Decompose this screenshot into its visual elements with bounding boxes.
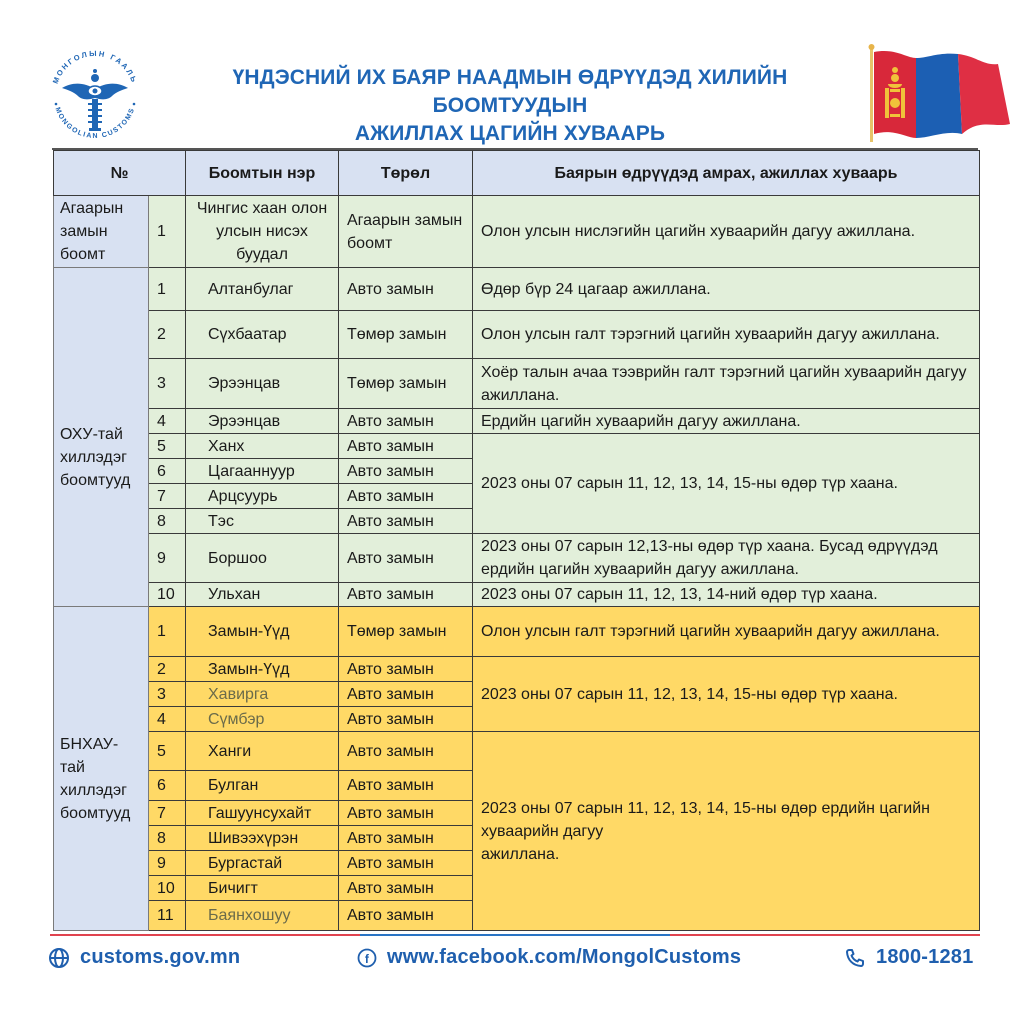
- column-header-port-name: Боомтын нэр: [186, 151, 339, 196]
- table-row: [54, 607, 980, 657]
- group-air-port: Агаарын замын боомт: [54, 196, 149, 268]
- table-row: [54, 409, 980, 434]
- table-row: [54, 311, 980, 359]
- port-name: Боршоо: [186, 534, 339, 583]
- port-type: Авто замын: [339, 268, 473, 311]
- port-name: Шивээхүрэн: [186, 826, 339, 851]
- schedule-text: 2023 оны 07 сарын 11, 12, 13, 14-ний өдөр түр хаана.: [473, 583, 980, 607]
- port-name: Тэс: [186, 509, 339, 534]
- port-name: Ульхан: [186, 583, 339, 607]
- group-russia-ports: ОХУ-тай хиллэдэг боомтууд: [54, 268, 149, 607]
- port-type: Төмөр замын: [339, 607, 473, 657]
- row-number: 9: [149, 851, 186, 876]
- website-text[interactable]: customs.gov.mn: [80, 946, 241, 968]
- port-name: Сүхбаатар: [186, 311, 339, 359]
- schedule-text: Олон улсын галт тэрэгний цагийн хуваарийн дагуу ажиллана.: [473, 311, 980, 359]
- column-header-schedule: Баярын өдрүүдэд амрах, ажиллах хуваарь: [473, 151, 980, 196]
- port-name: Эрээнцав: [186, 409, 339, 434]
- table-row: [54, 657, 980, 682]
- schedule-text: 2023 оны 07 сарын 11, 12, 13, 14, 15-ны өдөр түр хаана.: [473, 434, 980, 534]
- port-name: Бичигт: [186, 876, 339, 901]
- table-row: [54, 434, 980, 459]
- phone-icon: [844, 947, 866, 969]
- row-number: 2: [149, 657, 186, 682]
- row-number: 11: [149, 901, 186, 931]
- port-name: Гашуунсухайт: [186, 801, 339, 826]
- port-type: Авто замын: [339, 484, 473, 509]
- port-type: Авто замын: [339, 732, 473, 771]
- schedule-text: Хоёр талын ачаа тээврийн галт тэрэгний цагийн хуваарийн дагуу ажиллана.: [473, 359, 980, 409]
- page-title: [160, 64, 860, 148]
- port-type: Авто замын: [339, 707, 473, 732]
- schedule-text-line: 2023 оны 07 сарын 11, 12, 13, 14, 15-ны өдөр ердийн цагийн хуваарийн дагуу: [481, 799, 931, 840]
- row-number: 3: [149, 359, 186, 409]
- port-type: Авто замын: [339, 534, 473, 583]
- globe-icon: [48, 947, 70, 969]
- column-header-type: Төрөл: [339, 151, 473, 196]
- port-type: Авто замын: [339, 409, 473, 434]
- mongolian-flag-image: [866, 42, 1016, 146]
- port-type: Авто замын: [339, 901, 473, 931]
- port-type: Авто замын: [339, 459, 473, 484]
- port-type: Авто замын: [339, 801, 473, 826]
- table-row: [54, 359, 980, 409]
- group-china-ports: БНХАУ-тай хиллэдэг боомтууд: [54, 607, 149, 931]
- row-number: 5: [149, 732, 186, 771]
- schedule-text: Өдөр бүр 24 цагаар ажиллана.: [473, 268, 980, 311]
- row-number: 1: [149, 607, 186, 657]
- facebook-text[interactable]: www.facebook.com/MongolCustoms: [387, 946, 742, 968]
- port-type: Авто замын: [339, 682, 473, 707]
- port-name: Хавирга: [186, 682, 339, 707]
- website-link[interactable]: [48, 946, 240, 969]
- row-number: 1: [149, 196, 186, 268]
- port-name: Чингис хаан олон улсын нисэх буудал: [186, 196, 339, 268]
- table-row: [54, 268, 980, 311]
- schedule-text: Олон улсын нислэгийн цагийн хуваарийн дагуу ажиллана.: [473, 196, 980, 268]
- title-line-1: ҮНДЭСНИЙ ИХ БАЯР НААДМЫН ӨДРҮҮДЭД ХИЛИЙН БООМТУУДЫН: [232, 66, 788, 117]
- port-type: Авто замын: [339, 851, 473, 876]
- schedule-text: 2023 оны 07 сарын 12,13-ны өдөр түр хаана. Бусад өдрүүдэд ердийн цагийн хуваарийн дагуу ажиллана.: [473, 534, 980, 583]
- port-name: Арцсуурь: [186, 484, 339, 509]
- port-name: Замын-Үүд: [186, 657, 339, 682]
- row-number: 8: [149, 509, 186, 534]
- port-name: Баянхошуу: [186, 901, 339, 931]
- port-type: Авто замын: [339, 826, 473, 851]
- port-type: Агаарын замын боомт: [339, 196, 473, 268]
- row-number: 9: [149, 534, 186, 583]
- row-number: 5: [149, 434, 186, 459]
- table-header-row: [54, 151, 980, 196]
- logo-text-top: МОНГОЛЫН ГААЛЬ: [50, 48, 140, 86]
- schedule-text: 2023 оны 07 сарын 11, 12, 13, 14, 15-ны өдөр түр хаана.: [473, 657, 980, 732]
- schedule-text-line: ажиллана.: [481, 845, 560, 863]
- table-row: [54, 196, 980, 268]
- row-number: 7: [149, 484, 186, 509]
- row-number: 7: [149, 801, 186, 826]
- facebook-icon: [357, 948, 377, 968]
- svg-text:f: f: [364, 951, 370, 966]
- table-row: [54, 732, 980, 771]
- port-type: Авто замын: [339, 771, 473, 801]
- row-number: 1: [149, 268, 186, 311]
- port-type: Авто замын: [339, 434, 473, 459]
- port-name: Ханх: [186, 434, 339, 459]
- row-number: 4: [149, 409, 186, 434]
- port-type: Төмөр замын: [339, 311, 473, 359]
- schedule-text: Олон улсын галт тэрэгний цагийн хуваарийн дагуу ажиллана.: [473, 607, 980, 657]
- row-number: 2: [149, 311, 186, 359]
- schedule-text: [473, 732, 980, 931]
- port-name: Булган: [186, 771, 339, 801]
- port-type: Авто замын: [339, 583, 473, 607]
- facebook-link[interactable]: [357, 946, 741, 969]
- footer-divider-red: [670, 934, 980, 936]
- port-name: Алтанбулаг: [186, 268, 339, 311]
- schedule-text: Ердийн цагийн хуваарийн дагуу ажиллана.: [473, 409, 980, 434]
- footer-divider-blue: [360, 934, 670, 936]
- row-number: 10: [149, 876, 186, 901]
- row-number: 8: [149, 826, 186, 851]
- port-name: Ханги: [186, 732, 339, 771]
- port-type: Төмөр замын: [339, 359, 473, 409]
- port-type: Авто замын: [339, 657, 473, 682]
- port-name: Цагааннуур: [186, 459, 339, 484]
- table-row: [54, 583, 980, 607]
- port-type: Авто замын: [339, 876, 473, 901]
- phone-link[interactable]: [844, 946, 973, 969]
- port-name: Замын-Үүд: [186, 607, 339, 657]
- port-name: Бургастай: [186, 851, 339, 876]
- mongolian-customs-logo: [44, 44, 146, 146]
- row-number: 4: [149, 707, 186, 732]
- row-number: 3: [149, 682, 186, 707]
- footer-divider-red: [50, 934, 360, 936]
- port-name: Эрээнцав: [186, 359, 339, 409]
- title-line-2: АЖИЛЛАХ ЦАГИЙН ХУВААРЬ: [354, 122, 666, 145]
- row-number: 6: [149, 459, 186, 484]
- table-row: [54, 534, 980, 583]
- logo-text-bottom: MONGOLIAN CUSTOMS: [53, 106, 137, 141]
- port-name: Сүмбэр: [186, 707, 339, 732]
- border-ports-schedule-table: [53, 150, 980, 931]
- row-number: 6: [149, 771, 186, 801]
- column-header-number: №: [54, 151, 186, 196]
- row-number: 10: [149, 583, 186, 607]
- port-type: Авто замын: [339, 509, 473, 534]
- phone-text[interactable]: 1800-1281: [876, 946, 974, 968]
